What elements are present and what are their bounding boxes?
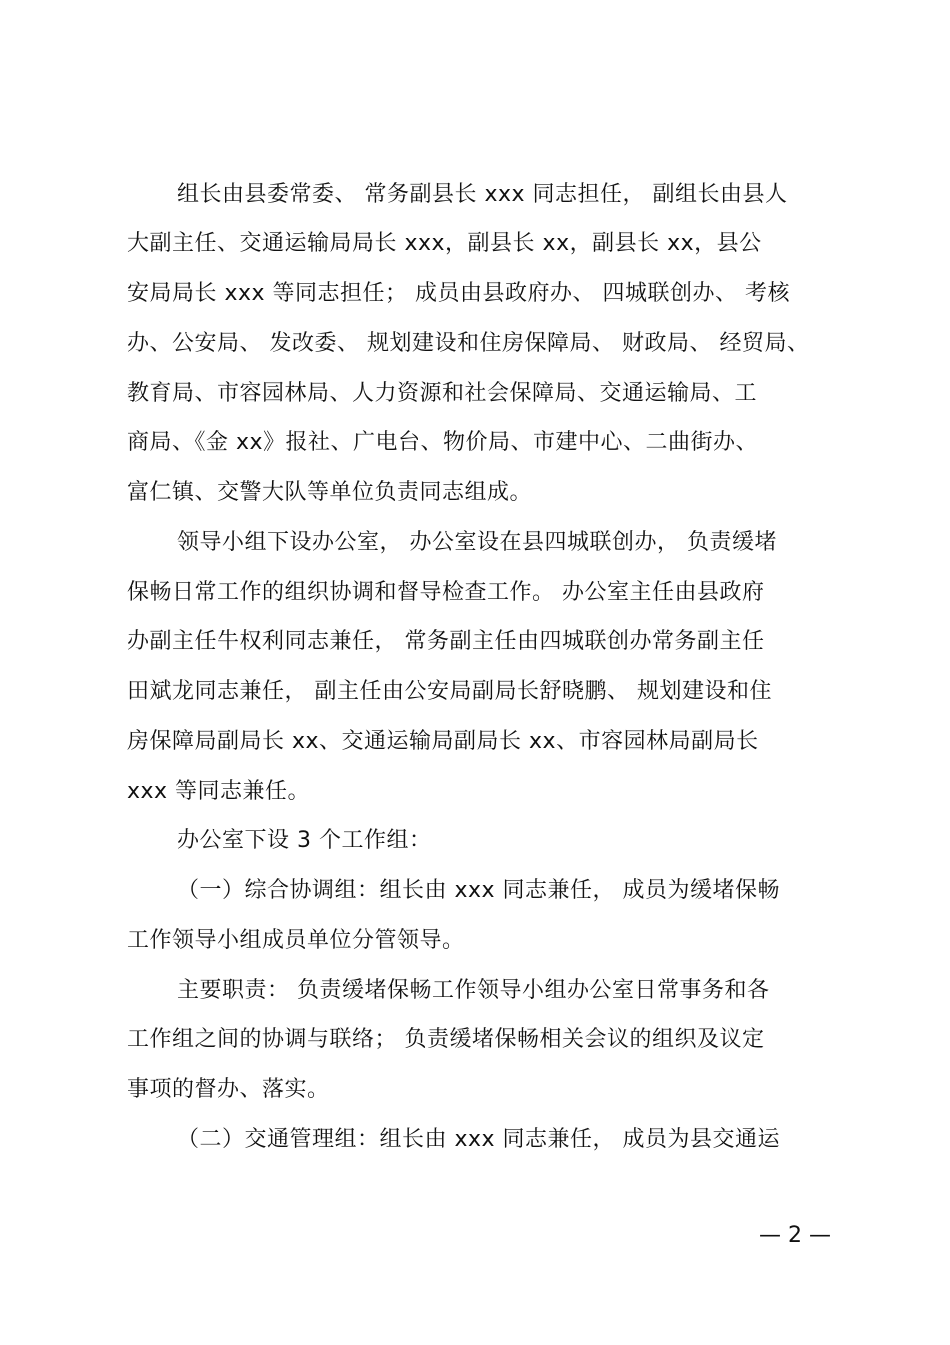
text-line: 大副主任、交通运输局局长 xxx，副县长 xx，副县长 xx，县公 xyxy=(127,231,762,256)
text-line: 商局、《金 xx》报社、广电台、物价局、市建中心、二曲街办、 xyxy=(127,430,759,455)
text-line: 办、公安局、 发改委、 规划建设和住房保障局、 财政局、 经贸局、 xyxy=(127,331,810,356)
text-line: 富仁镇、交警大队等单位负责同志组成。 xyxy=(127,480,533,505)
text-line: 领导小组下设办公室， 办公室设在县四城联创办， 负责缓堵 xyxy=(177,530,777,555)
text-line: 工作组之间的协调与联络； 负责缓堵保畅相关会议的组织及议定 xyxy=(127,1027,765,1052)
text-line: 安局局长 xxx 等同志担任； 成员由县政府办、 四城联创办、 考核 xyxy=(127,281,791,306)
text-line: 教育局、市容园林局、人力资源和社会保障局、交通运输局、工 xyxy=(127,381,758,406)
text-line: 主要职责： 负责缓堵保畅工作领导小组办公室日常事务和各 xyxy=(177,978,770,1003)
text-line: （一）综合协调组：组长由 xxx 同志兼任， 成员为缓堵保畅 xyxy=(177,878,781,903)
text-line: 办公室下设 3 个工作组： xyxy=(177,828,432,853)
text-line: （二）交通管理组：组长由 xxx 同志兼任， 成员为县交通运 xyxy=(177,1127,781,1152)
text-line: xxx 等同志兼任。 xyxy=(127,779,311,804)
text-line: 房保障局副局长 xx、交通运输局副局长 xx、市容园林局副局长 xyxy=(127,729,759,754)
text-line: 事项的督办、落实。 xyxy=(127,1077,330,1102)
text-line: 田斌龙同志兼任， 副主任由公安局副局长舒晓鹏、 规划建设和住 xyxy=(127,679,772,704)
text-line: 保畅日常工作的组织协调和督导检查工作。 办公室主任由县政府 xyxy=(127,580,765,605)
text-line: 办副主任牛权利同志兼任， 常务副主任由四城联创办常务副主任 xyxy=(127,629,765,654)
page-number: — 2 — xyxy=(759,1223,831,1248)
text-line: 组长由县委常委、 常务副县长 xxx 同志担任， 副组长由县人 xyxy=(177,182,788,207)
text-line: 工作领导小组成员单位分管领导。 xyxy=(127,928,465,953)
